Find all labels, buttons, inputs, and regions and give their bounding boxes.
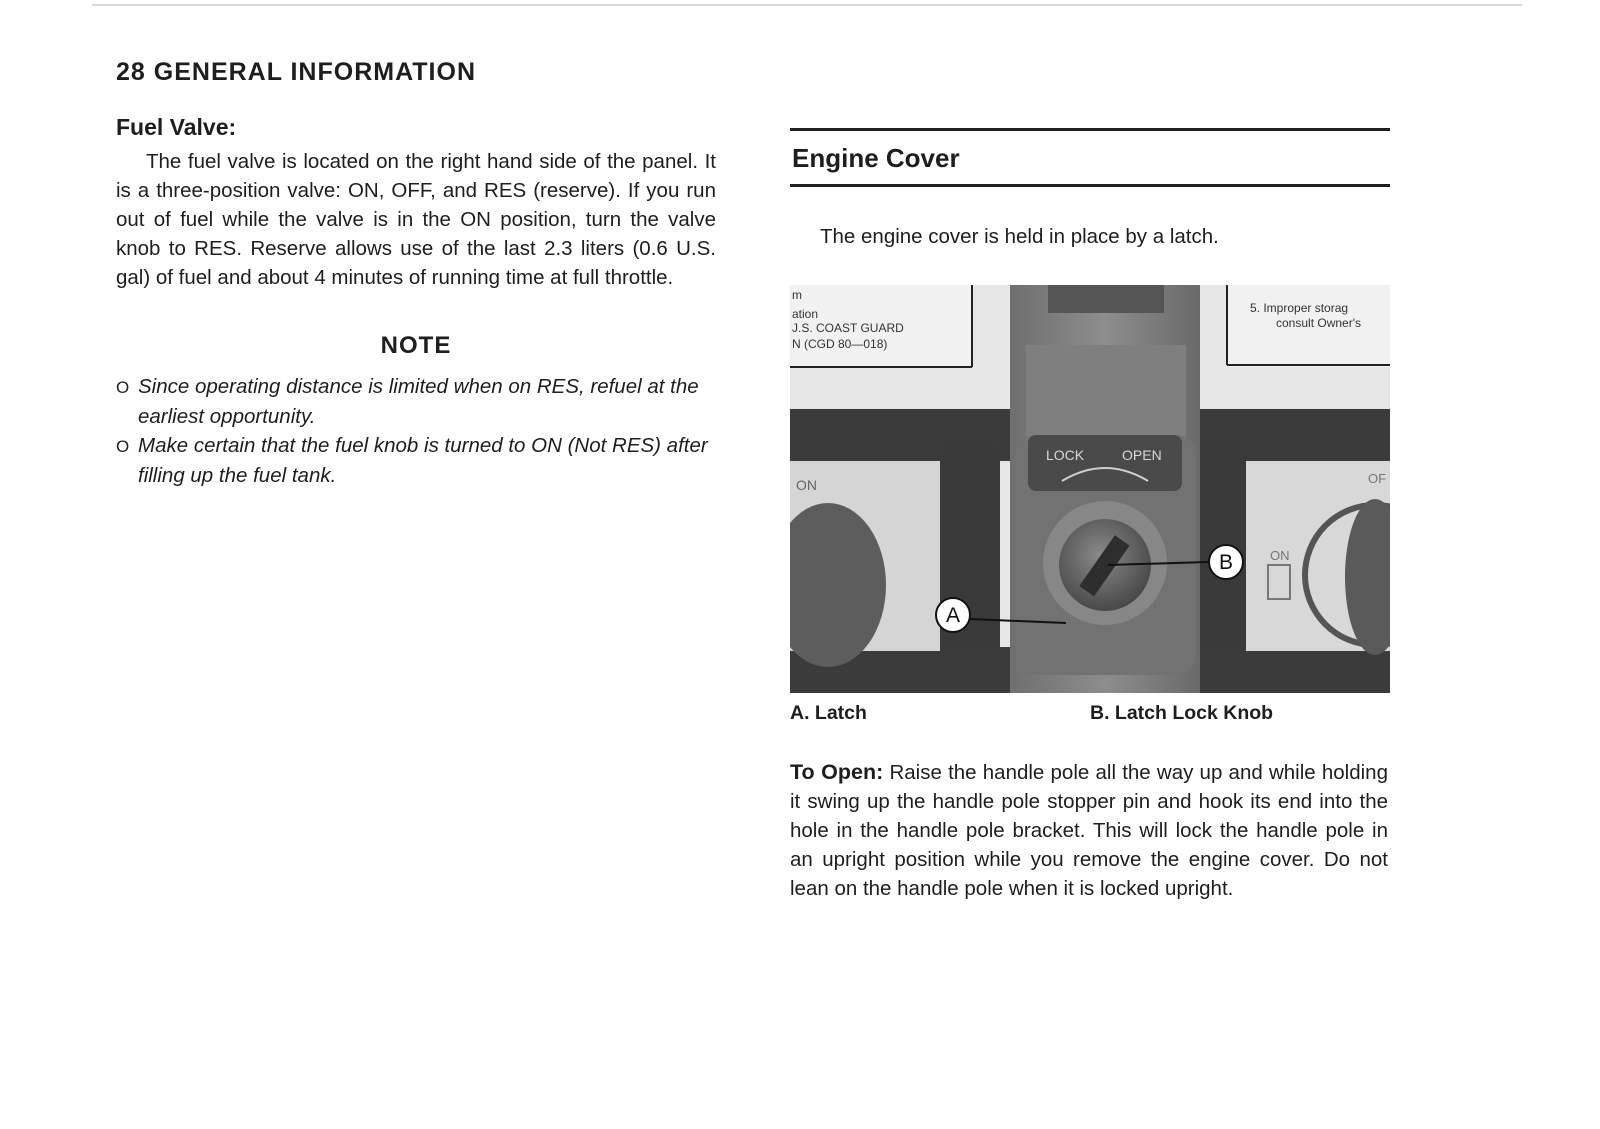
section-title: GENERAL INFORMATION	[153, 58, 477, 86]
to-open-text: Raise the handle pole all the way up and while holding it swing up the handle pole stopper pin and hook its end into the hole in the handle pole bracket. This will lock the handle pole in an upright position while you remove the engine cover. Do not lean on the handle pole when it is locked upright.	[790, 761, 1388, 900]
label-right-line: consult Owner's	[1276, 316, 1361, 330]
top-rule	[92, 4, 1522, 6]
note-heading: NOTE	[380, 332, 452, 359]
left-column	[116, 114, 716, 490]
page-number: 28	[116, 58, 146, 86]
note-item	[116, 431, 716, 490]
caption-latch-lock-knob: B. Latch Lock Knob	[1090, 702, 1274, 724]
page-header	[116, 58, 476, 87]
left-switch-label: ON	[796, 477, 817, 493]
note-bullet: O	[116, 378, 130, 397]
title-rule-bottom	[790, 184, 1390, 187]
label-left-line: m	[792, 288, 802, 302]
right-column	[790, 128, 1390, 249]
label-right-line: 5. Improper storag	[1250, 301, 1349, 315]
note-item-text: Make certain that the fuel knob is turned to ON (Not RES) after filling up the fuel tank.	[138, 434, 708, 487]
callout-a-letter: A	[945, 604, 961, 627]
right-switch-on-label: ON	[1270, 548, 1290, 563]
caption-latch: A. Latch	[790, 702, 867, 724]
to-open-paragraph	[790, 758, 1388, 903]
fuel-valve-paragraph: The fuel valve is located on the right hand side of the panel. It is a three-position valve: ON, OFF, and RES (reserve). If you run out of fuel while the valve is in the ON position, turn the valve knob to RES. Reserve allows use of the last 2.3 liters (0.6 U.S. gal) of fuel and about 4 minutes of running time at full throttle.	[116, 150, 716, 289]
fuel-valve-heading: Fuel Valve:	[116, 114, 237, 140]
to-open-label: To Open:	[790, 760, 884, 784]
label-left-line: ation	[792, 307, 819, 321]
label-left-line: N (CGD 80—018)	[792, 337, 888, 351]
knob-open-label: OPEN	[1122, 447, 1162, 463]
callout-b-letter: B	[1218, 551, 1234, 574]
knob-lock-label: LOCK	[1046, 447, 1085, 463]
engine-cover-title: Engine Cover	[792, 143, 960, 173]
label-left-line: J.S. COAST GUARD	[792, 321, 904, 335]
engine-cover-intro: The engine cover is held in place by a latch.	[820, 225, 1219, 248]
note-item	[116, 372, 716, 431]
latch-photo	[790, 285, 1390, 693]
right-switch-off-label: OF	[1368, 471, 1387, 486]
note-item-text: Since operating distance is limited when on RES, refuel at the earliest opportunity.	[138, 375, 699, 428]
note-bullet: O	[116, 437, 130, 456]
